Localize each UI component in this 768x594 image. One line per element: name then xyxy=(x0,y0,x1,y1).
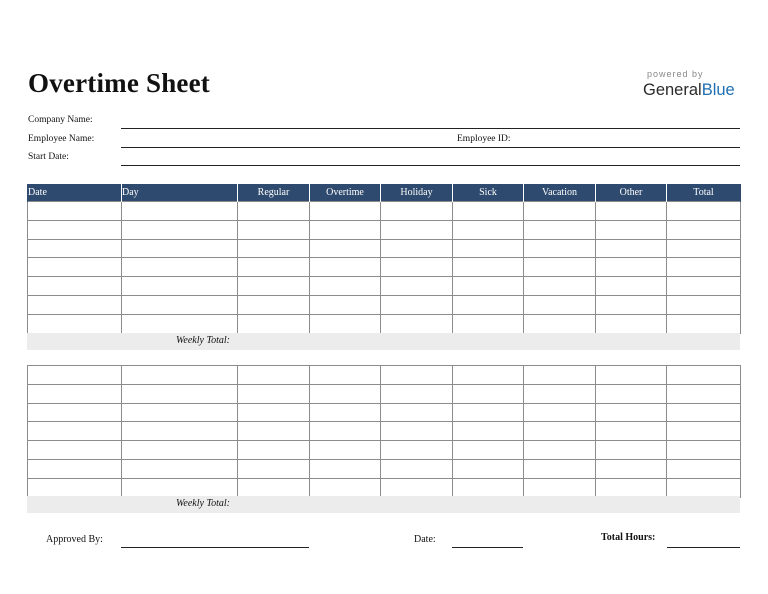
table-cell[interactable] xyxy=(524,202,596,221)
table-cell[interactable] xyxy=(122,220,238,239)
brand-blue: Blue xyxy=(701,81,735,99)
weekly-total-label: Weekly Total: xyxy=(176,335,230,346)
table-cell[interactable] xyxy=(453,384,524,403)
table-cell[interactable] xyxy=(596,422,667,441)
table-cell[interactable] xyxy=(596,459,667,478)
col-other: Other xyxy=(596,184,667,202)
week-2-table xyxy=(27,365,741,498)
table-cell[interactable] xyxy=(122,441,238,460)
table-cell[interactable] xyxy=(667,277,741,296)
table-row xyxy=(28,422,741,441)
total-hours-field[interactable] xyxy=(667,547,740,548)
table-row xyxy=(28,384,741,403)
table-cell[interactable] xyxy=(28,422,122,441)
employee-name-label: Employee Name: xyxy=(28,134,95,144)
start-date-label: Start Date: xyxy=(28,152,69,162)
table-cell[interactable] xyxy=(238,277,310,296)
table-cell[interactable] xyxy=(310,478,381,497)
table-cell[interactable] xyxy=(381,314,453,333)
table-cell[interactable] xyxy=(667,295,741,314)
table-cell[interactable] xyxy=(122,202,238,221)
table-row xyxy=(28,202,741,221)
table-cell[interactable] xyxy=(381,202,453,221)
table-cell[interactable] xyxy=(28,403,122,422)
employee-id-field[interactable] xyxy=(450,147,740,148)
table-cell[interactable] xyxy=(238,239,310,258)
table-cell[interactable] xyxy=(238,459,310,478)
table-cell[interactable] xyxy=(524,239,596,258)
table-cell[interactable] xyxy=(667,441,741,460)
table-cell[interactable] xyxy=(310,220,381,239)
table-cell[interactable] xyxy=(596,314,667,333)
table-cell[interactable] xyxy=(596,403,667,422)
table-row xyxy=(28,366,741,385)
col-regular: Regular xyxy=(238,184,310,202)
table-cell[interactable] xyxy=(381,422,453,441)
table-cell[interactable] xyxy=(238,258,310,277)
table-cell[interactable] xyxy=(310,258,381,277)
table-cell[interactable] xyxy=(310,202,381,221)
table-cell[interactable] xyxy=(596,384,667,403)
table-cell[interactable] xyxy=(28,366,122,385)
table-cell[interactable] xyxy=(28,441,122,460)
table-cell[interactable] xyxy=(667,459,741,478)
table-cell[interactable] xyxy=(310,314,381,333)
table-cell[interactable] xyxy=(238,295,310,314)
table-cell[interactable] xyxy=(28,459,122,478)
table-row xyxy=(28,295,741,314)
table-cell[interactable] xyxy=(667,384,741,403)
table-cell[interactable] xyxy=(28,478,122,497)
table-cell[interactable] xyxy=(238,314,310,333)
table-cell[interactable] xyxy=(122,384,238,403)
table-cell[interactable] xyxy=(667,403,741,422)
table-cell[interactable] xyxy=(596,239,667,258)
table-cell[interactable] xyxy=(453,478,524,497)
table-cell[interactable] xyxy=(122,478,238,497)
table-cell[interactable] xyxy=(381,295,453,314)
table-cell[interactable] xyxy=(453,403,524,422)
table-cell[interactable] xyxy=(453,441,524,460)
table-row xyxy=(28,314,741,333)
table-cell[interactable] xyxy=(524,314,596,333)
table-cell[interactable] xyxy=(667,202,741,221)
col-vacation: Vacation xyxy=(524,184,596,202)
col-holiday: Holiday xyxy=(381,184,453,202)
table-cell[interactable] xyxy=(238,384,310,403)
table-cell[interactable] xyxy=(596,202,667,221)
table-cell[interactable] xyxy=(122,295,238,314)
table-cell[interactable] xyxy=(28,295,122,314)
employee-id-label: Employee ID: xyxy=(457,134,511,144)
table-cell[interactable] xyxy=(524,422,596,441)
table-cell[interactable] xyxy=(28,258,122,277)
table-cell[interactable] xyxy=(524,366,596,385)
table-cell[interactable] xyxy=(524,277,596,296)
table-row xyxy=(28,441,741,460)
table-cell[interactable] xyxy=(524,403,596,422)
table-cell[interactable] xyxy=(310,277,381,296)
footer-date-label: Date: xyxy=(414,534,436,545)
table-cell[interactable] xyxy=(28,239,122,258)
table-cell[interactable] xyxy=(381,366,453,385)
table-cell[interactable] xyxy=(524,459,596,478)
table-cell[interactable] xyxy=(310,441,381,460)
table-cell[interactable] xyxy=(667,220,741,239)
table-cell[interactable] xyxy=(28,277,122,296)
company-name-field[interactable] xyxy=(121,128,740,129)
table-row xyxy=(28,239,741,258)
table-cell[interactable] xyxy=(596,220,667,239)
table-cell[interactable] xyxy=(310,403,381,422)
table-cell[interactable] xyxy=(381,258,453,277)
table-cell[interactable] xyxy=(381,277,453,296)
table-cell[interactable] xyxy=(524,441,596,460)
table-cell[interactable] xyxy=(122,277,238,296)
table-cell[interactable] xyxy=(596,295,667,314)
table-cell[interactable] xyxy=(596,366,667,385)
table-cell[interactable] xyxy=(596,258,667,277)
table-cell[interactable] xyxy=(453,295,524,314)
table-cell[interactable] xyxy=(381,239,453,258)
table-cell[interactable] xyxy=(122,403,238,422)
table-cell[interactable] xyxy=(28,220,122,239)
total-hours-label: Total Hours: xyxy=(601,532,656,543)
table-cell[interactable] xyxy=(310,384,381,403)
table-cell[interactable] xyxy=(28,202,122,221)
table-cell[interactable] xyxy=(596,478,667,497)
table-cell[interactable] xyxy=(238,202,310,221)
table-cell[interactable] xyxy=(122,366,238,385)
table-cell[interactable] xyxy=(453,459,524,478)
table-cell[interactable] xyxy=(122,314,238,333)
table-cell[interactable] xyxy=(596,277,667,296)
approved-by-label: Approved By: xyxy=(46,534,103,545)
col-total: Total xyxy=(667,184,741,202)
table-cell[interactable] xyxy=(667,422,741,441)
table-cell[interactable] xyxy=(238,403,310,422)
table-cell[interactable] xyxy=(524,295,596,314)
table-cell[interactable] xyxy=(122,422,238,441)
table-row xyxy=(28,220,741,239)
start-date-field[interactable] xyxy=(121,165,740,166)
table-cell[interactable] xyxy=(122,239,238,258)
table-cell[interactable] xyxy=(524,258,596,277)
table-cell[interactable] xyxy=(310,422,381,441)
table-row xyxy=(28,277,741,296)
table-cell[interactable] xyxy=(238,422,310,441)
table-cell[interactable] xyxy=(381,220,453,239)
table-cell[interactable] xyxy=(381,441,453,460)
table-cell[interactable] xyxy=(381,403,453,422)
week-1-table xyxy=(27,184,741,334)
col-sick: Sick xyxy=(453,184,524,202)
weekly-total-row-1 xyxy=(27,333,740,350)
generalblue-logo xyxy=(643,81,735,100)
table-cell[interactable] xyxy=(28,314,122,333)
table-cell[interactable] xyxy=(453,239,524,258)
table-row xyxy=(28,459,741,478)
table-header-row xyxy=(28,184,741,202)
table-cell[interactable] xyxy=(453,422,524,441)
table-cell[interactable] xyxy=(453,277,524,296)
table-cell[interactable] xyxy=(28,384,122,403)
weekly-total-row-2 xyxy=(27,496,740,513)
approved-by-field[interactable] xyxy=(121,547,309,548)
weekly-total-label: Weekly Total: xyxy=(176,498,230,509)
col-date: Date xyxy=(28,184,122,202)
table-cell[interactable] xyxy=(453,314,524,333)
table-cell[interactable] xyxy=(381,384,453,403)
company-name-label: Company Name: xyxy=(28,115,93,125)
table-row xyxy=(28,403,741,422)
table-cell[interactable] xyxy=(596,441,667,460)
powered-by-label: powered by xyxy=(647,69,704,79)
table-cell[interactable] xyxy=(238,441,310,460)
table-cell[interactable] xyxy=(238,366,310,385)
table-cell[interactable] xyxy=(524,478,596,497)
footer-date-field[interactable] xyxy=(452,547,523,548)
table-cell[interactable] xyxy=(122,258,238,277)
employee-name-field[interactable] xyxy=(121,147,450,148)
col-day: Day xyxy=(122,184,238,202)
col-overtime: Overtime xyxy=(310,184,381,202)
table-cell[interactable] xyxy=(122,459,238,478)
page-title: Overtime Sheet xyxy=(28,68,210,98)
brand-general: General xyxy=(643,81,702,99)
table-cell[interactable] xyxy=(381,478,453,497)
table-cell[interactable] xyxy=(524,384,596,403)
table-cell[interactable] xyxy=(310,366,381,385)
table-cell[interactable] xyxy=(238,220,310,239)
table-cell[interactable] xyxy=(453,258,524,277)
table-cell[interactable] xyxy=(667,258,741,277)
table-cell[interactable] xyxy=(453,202,524,221)
table-cell[interactable] xyxy=(310,239,381,258)
table-cell[interactable] xyxy=(524,220,596,239)
table-cell[interactable] xyxy=(667,314,741,333)
table-cell[interactable] xyxy=(453,220,524,239)
table-row xyxy=(28,258,741,277)
table-row xyxy=(28,478,741,497)
table-cell[interactable] xyxy=(310,459,381,478)
table-cell[interactable] xyxy=(310,295,381,314)
table-cell[interactable] xyxy=(667,478,741,497)
table-cell[interactable] xyxy=(453,366,524,385)
table-cell[interactable] xyxy=(667,366,741,385)
table-cell[interactable] xyxy=(667,239,741,258)
table-cell[interactable] xyxy=(238,478,310,497)
table-cell[interactable] xyxy=(381,459,453,478)
